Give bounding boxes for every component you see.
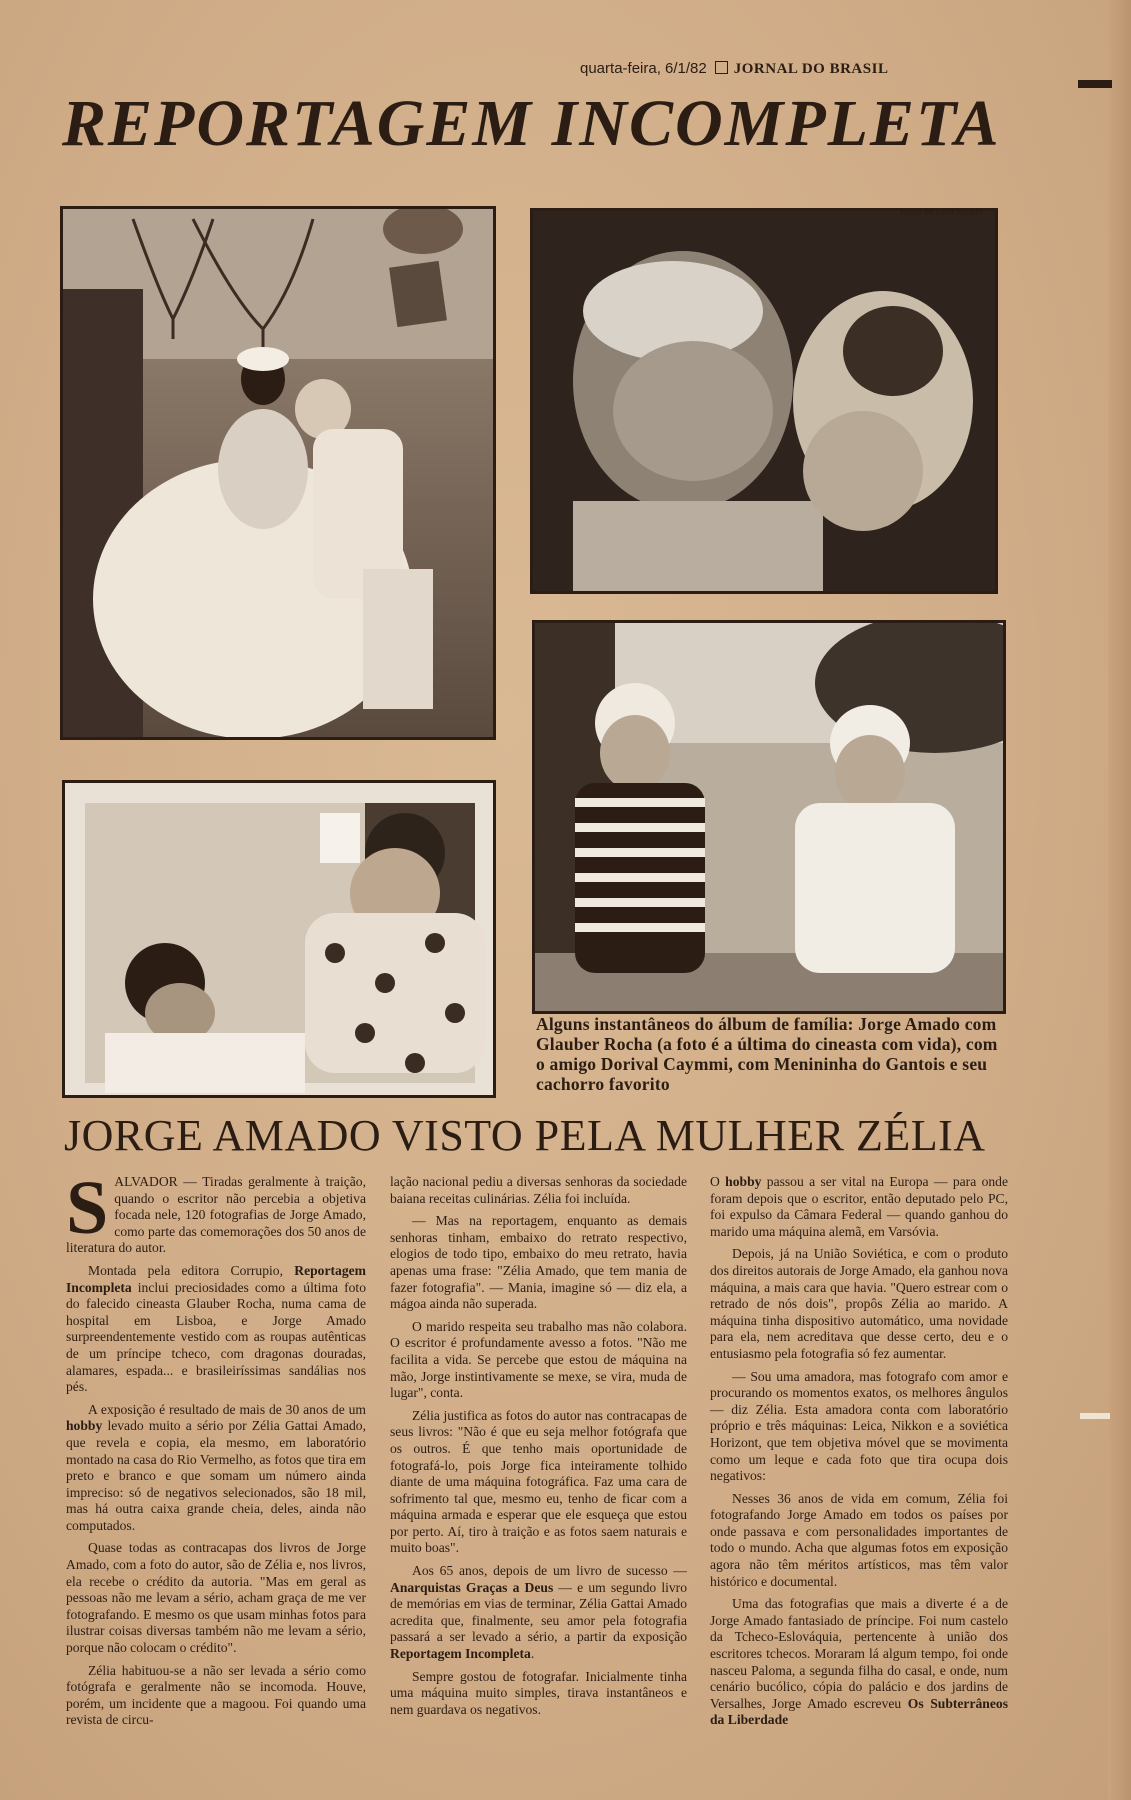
paragraph: Nesses 36 anos de vida em comum, Zélia foi fotografando Jorge Amado em todos os países por onde passava e com personalidades importantes de todo o mundo. Acha que algumas fotos em exposição agora não têm méritos artísticos, mas têm valor histórico e documental. xyxy=(710,1490,1008,1589)
paragraph: O marido respeita seu trabalho mas não colabora. O escritor é profundamente avesso a fotos. "Não me facilita a vida. Se percebe que estou de máquina na mão, Jorge instintivamente se mexe, se vira, muda de lugar", conta. xyxy=(390,1318,687,1401)
paragraph xyxy=(710,1596,1008,1729)
paragraph-text: . xyxy=(530,1646,535,1662)
paragraph-text: Aos 65 anos, depois de um livro de sucesso — xyxy=(412,1563,687,1579)
separator-box-icon xyxy=(715,61,728,74)
exhibition-title: Reportagem Incompleta xyxy=(66,1262,366,1295)
book-title: Anarquistas Graças a Deus xyxy=(390,1579,554,1595)
paragraph xyxy=(66,1263,366,1396)
emphasis-hobby: hobby xyxy=(725,1174,762,1189)
paragraph: lação nacional pediu a diversas senhoras da sociedade baiana receitas culinárias. Zélia foi incluída. xyxy=(390,1174,687,1206)
paragraph: Depois, já na União Soviética, e com o produto dos direitos autorais de Jorge Amado, ela ganhou nova máquina, a mais cara que havia. "Quero estrear com o retrado de nós dois", propôs Zélia ao marido. A máquina tinha dispositivo automático, uma novidade para ela, nem acreditava que desse certo, deu e o entusiasmo pela fotografia só fez aumentar. xyxy=(710,1246,1008,1361)
paragraph-text: — e um segundo livro de memórias em vias de terminar, Zélia Gattai Amado acredita que, finalmente, seu amor pela fotografia passará a ser levado a sério, a partir da exposição xyxy=(390,1579,687,1645)
issue-date: quarta-feira, 6/1/82 xyxy=(580,60,707,77)
paragraph-text: levado muito a sério por Zélia Gattai Amado, que revela e copia, ela mesmo, em laboratório montado na casa do Rio Vermelho, as fotos que tira em preto e branco e que somam um número ainda impreciso: só de negativos selecionados, são 18 mil, mas há outra caixa grande cheia, deles, ainda não computados. xyxy=(66,1418,366,1533)
masthead xyxy=(580,60,980,78)
paragraph xyxy=(66,1166,366,1257)
article-column-3 xyxy=(710,1174,1008,1735)
photo-credit: Fotos de Zélia Amado xyxy=(900,208,983,217)
page-edge xyxy=(1108,0,1131,1800)
photo-caption: Alguns instantâneos do álbum de família: Jorge Amado com Glauber Rocha (a foto é a última do cineasta com vida), com o amigo Dorival Caymmi, com Menininha do Gantois e seu cachorro favorito xyxy=(536,1014,998,1094)
paragraph: Quase todas as contracapas dos livros de Jorge Amado, com a foto do autor, são de Zélia e, nos livros, ela recebe o crédito da autoria. "Mas em geral as pessoas não me levam a sério, acham graça de me ver fotografando. E mesmo os que usam minhas fotos para ilustrar coisas diversas também não me levam a sério, porque não colocam o crédito". xyxy=(66,1540,366,1656)
paragraph xyxy=(66,1402,366,1535)
emphasis-hobby: hobby xyxy=(66,1418,103,1434)
paragraph: Sempre gostou de fotografar. Inicialmente tinha uma máquina muito simples, tirava instantâneos e nem guardava os negativos. xyxy=(390,1668,687,1717)
paragraph: — Sou uma amadora, mas fotografo com amor e procurando os momentos exatos, os melhores ângulos — diz Zélia. Esta amadora conta com laboratório próprio e três máquinas: Leica, Nikkon e a soviética Horizont, que tem objetiva móvel que se movimenta como um leque e cada foto que tira ocupa dois negativos: xyxy=(710,1368,1008,1484)
paragraph-text: A exposição é resultado de mais de 30 anos de um xyxy=(88,1401,366,1417)
paragraph-text: Montada pela editora Corrupio, xyxy=(88,1262,295,1278)
book-title: Os Subterrâneos da Liberdade xyxy=(710,1695,1008,1728)
paragraph-text: ALVADOR — Tiradas geralmente à traição, quando o escritor não percebia a objetiva focada nele, 120 fotografias de Jorge Amado, como parte das comemorações dos 50 anos de literatura do autor. xyxy=(66,1174,366,1256)
paragraph xyxy=(390,1563,687,1663)
tear-mark xyxy=(1080,1413,1110,1419)
photo-dog xyxy=(530,208,998,594)
fold-mark xyxy=(1078,80,1112,88)
paragraph-text: O xyxy=(710,1174,726,1189)
drop-cap: S xyxy=(66,1166,109,1250)
article-column-2 xyxy=(390,1174,687,1724)
article-title: JORGE AMADO VISTO PELA MULHER ZÉLIA xyxy=(64,1111,986,1160)
newspaper-name: JORNAL DO BRASIL xyxy=(733,61,889,77)
article-column-1 xyxy=(66,1166,366,1735)
paragraph: — Mas na reportagem, enquanto as demais senhoras tinham, embaixo do retrato respectivo, elogios de todo tipo, embaixo do meu retrato, havia apenas uma frase: "Zélia Amado, que tem mania de fazer fotografia". — Mania, imagine só — diz ela, a mágoa ainda não superada. xyxy=(390,1213,687,1312)
paragraph xyxy=(710,1174,1008,1240)
paragraph: Zélia justifica as fotos do autor nas contracapas de seus livros: "Não é que eu seja melhor fotógrafa que os outros. É que tenho mais oportunidade de fotografá-lo, pois Jorge fica inteiramente tolhido diante de uma máquina fotográfica. Faz uma cara de sofrimento tal que, mesmo eu, tenho de ficar com a máquina armada e esperar que ele esqueça que estou por perto. Aí, tiro à traição e as fotos saem naturais e muito boas". xyxy=(390,1407,687,1556)
paragraph-text: inclui preciosidades como a última foto do falecido cineasta Glauber Rocha, numa cama de hospital em Lisboa, e Jorge Amado surpreendentemente vestido com as roupas autênticas de um príncipe tcheco, com dragonas douradas, alamares, espada... e brasileiríssimas sandálias nos pés. xyxy=(66,1279,366,1395)
photo-dorival-caymmi xyxy=(532,620,1006,1014)
photo-menininha-do-gantois xyxy=(60,206,496,740)
photo-glauber-rocha xyxy=(62,780,496,1098)
paragraph: Zélia habituou-se a não ser levada a sério como fotógrafa e geralmente não se incomoda. Houve, porém, um incidente que a magoou. Foi quando uma revista de circu- xyxy=(66,1662,366,1728)
exhibition-title: Reportagem Incompleta xyxy=(390,1646,531,1662)
section-headline: REPORTAGEM INCOMPLETA xyxy=(62,87,1001,160)
paragraph-text: Uma das fotografias que mais a diverte é a de Jorge Amado fantasiado de príncipe. Foi num castelo da Tcheco-Eslováquia, pertencente à união dos escritores tchecos. Moraram lá algum tempo, foi onde nasceu Paloma, a segunda filha do casal, e onde, num cenário bucólico, cópia do palácio e dos jardins de Versalhes, Jorge Amado escreveu xyxy=(710,1596,1008,1711)
paragraph-text: passou a ser vital na Europa — para onde foram depois que o escritor, então deputado pelo PC, foi expulso da Câmara Federal — quando ganhou do marido uma máquina alemã, em Varsóvia. xyxy=(710,1174,1008,1239)
